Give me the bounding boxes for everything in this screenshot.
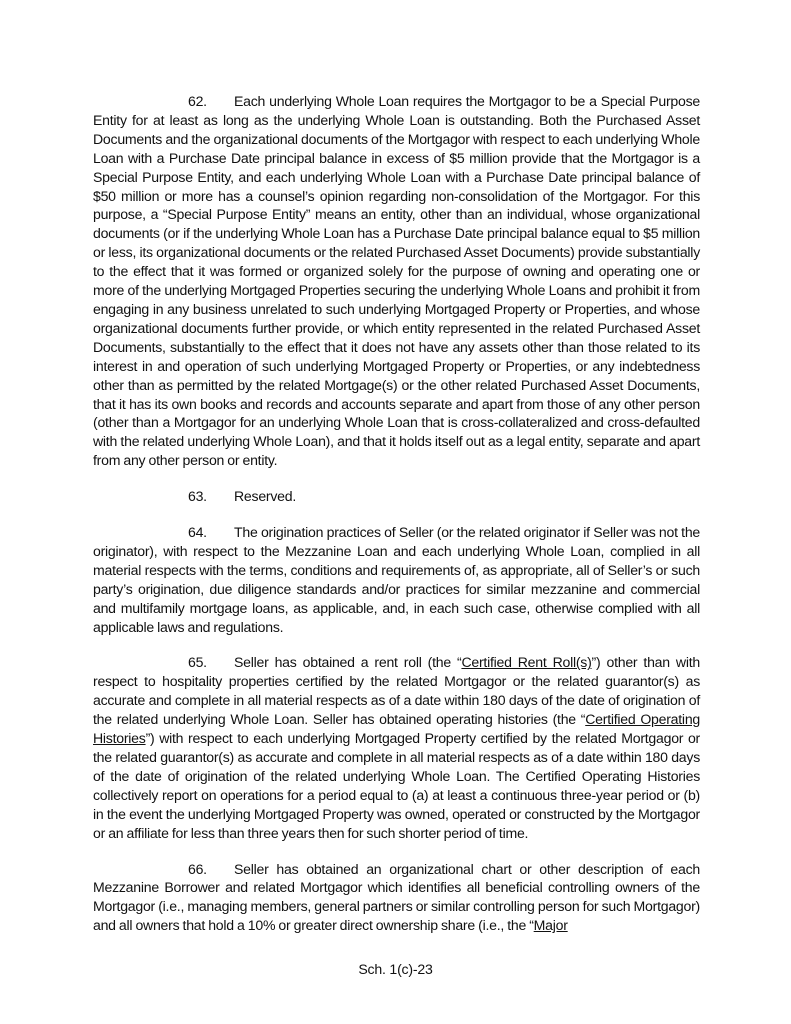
paragraph-63 <box>93 487 700 506</box>
paragraph-number: 63. <box>188 488 207 505</box>
paragraph-66 <box>93 860 700 936</box>
page-footer: Sch. 1(c)-23 <box>358 961 433 977</box>
document-page <box>93 92 700 952</box>
paragraph-text: Seller has obtained a rent roll (the “ <box>234 654 462 671</box>
defined-term-major: Major <box>533 917 568 934</box>
paragraph-text: Seller has obtained an organizational chart or other description of each Mezzanine Borrower and related Mortgagor which identifies all beneficial controlling owners of the Mortgagor (i.e., managing members, general partners or similar controlling person for such Mortgagor) and all owners that hold a 10% or greater direct ownership share (i.e., the “ <box>93 860 700 934</box>
paragraph-text: The origination practices of Seller (or the related originator if Seller was not the originator), with respect to the Mezzanine Loan and each underlying Whole Loan, complied in all material respects with the terms, conditions and requirements of, as appropriate, all of Seller’s or such party’s origination, due diligence standards and/or practices for similar mezzanine and commercial and multifamily mortgage loans, as applicable, and, in each such case, otherwise complied with all applicable laws and regulations. <box>93 524 700 635</box>
paragraph-number: 64. <box>188 524 207 541</box>
paragraph-64 <box>93 523 700 636</box>
defined-term-certified-rent-roll: Certified Rent Roll(s) <box>461 654 592 671</box>
paragraph-text: Reserved. <box>234 488 296 505</box>
defined-term-certified-operating-histories: Certified Operating Histories <box>93 711 700 747</box>
paragraph-65 <box>93 653 700 842</box>
paragraph-62 <box>93 92 700 470</box>
paragraph-text: Each underlying Whole Loan requires the Mortgagor to be a Special Purpose Entity for at least as long as the underlying Whole Loan is outstanding. Both the Purchased Asset Documents and the organizational documents of the Mortgagor with respect to each underlying Whole Loan with a Purchase Date principal balance in excess of $5 million provide that the Mortgagor is a Special Purpose Entity, and each underlying Whole Loan with a Purchase Date principal balance of $50 million or more has a counsel’s opinion regarding non-consolidation of the Mortgagor. For this purpose, a “Special Purpose Entity” means an entity, other than an individual, whose organizational documents (or if the underlying Whole Loan has a Purchase Date principal balance equal to $5 million or less, its organizational documents or the related Purchased Asset Documents) provide substantially to the effect that it was formed or organized solely for the purpose of owning and operating one or more of the underlying Mortgaged Properties securing the underlying Whole Loans and prohibit it from engaging in any business unrelated to such underlying Mortgaged Property or Properties, and whose organizational documents further provide, or which entity represented in the related Purchased Asset Documents, substantially to the effect that it does not have any assets other than those related to its interest in and operation of such underlying Mortgaged Property or Properties, or any indebtedness other than as permitted by the related Mortgage(s) or the other related Purchased Asset Documents, that it has its own books and records and accounts separate and apart from those of any other person (other than a Mortgagor for an underlying Whole Loan that is cross-collateralized and cross-defaulted with the related underlying Whole Loan), and that it holds itself out as a legal entity, separate and apart from any other person or entity. <box>93 93 700 469</box>
paragraph-text: ”) other than with respect to hospitality properties certified by the related Mortgagor or the related guarantor(s) as accurate and complete in all material respects as of a date within 180 days of the date of origination of the related underlying Whole Loan. Seller has obtained operating histories (the “ <box>93 654 700 728</box>
paragraph-number: 62. <box>188 93 207 109</box>
paragraph-text: ”) with respect to each underlying Mortgaged Property certified by the related Mortgagor or the related guarantor(s) as accurate and complete in all material respects as of a date within 180 days of the date of origination of the related underlying Whole Loan. The Certified Operating Histories collectively report on operations for a period equal to (a) at least a continuous three-year period or (b) in the event the underlying Mortgaged Property was owned, operated or constructed by the Mortgagor or an affiliate for less than three years then for such shorter period of time. <box>93 730 700 841</box>
paragraph-number: 65. <box>188 654 207 671</box>
paragraph-number: 66. <box>188 860 207 877</box>
